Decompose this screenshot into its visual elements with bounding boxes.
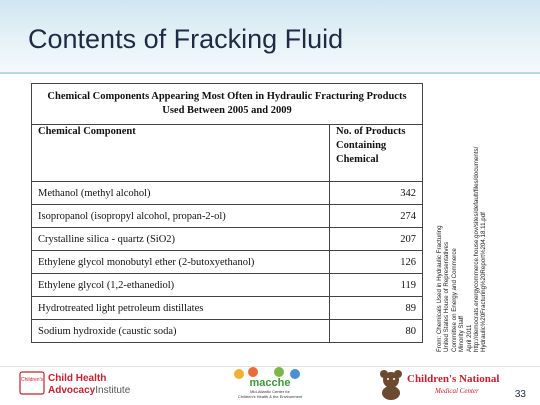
table-row (32, 297, 423, 320)
source-line: United States House of Representatives (443, 241, 451, 352)
child-face-3 (274, 367, 284, 377)
cha-advocacy: Advocacy (48, 385, 96, 396)
source-line: Minority Staff (458, 316, 466, 352)
table-row (32, 274, 423, 297)
child-face-2 (248, 367, 258, 377)
source-citation (436, 92, 488, 352)
cell-component: Hydrotreated light petroleum distillates (32, 297, 330, 320)
page-number: 33 (514, 389, 526, 400)
column-header-count: No. of Products Containing Chemical (330, 125, 423, 182)
teddy-bear-icon (380, 370, 402, 400)
slide-title: Contents of Fracking Fluid (28, 24, 344, 54)
cha-line1: Child Health (48, 373, 107, 384)
table-row (32, 320, 423, 343)
child-face-4 (290, 369, 300, 379)
table-row (32, 251, 423, 274)
child-face-1 (234, 369, 244, 379)
cell-count: 342 (330, 182, 423, 205)
cell-count: 274 (330, 205, 423, 228)
cell-component: Isopropanol (isopropyl alcohol, propan-2-ol) (32, 205, 330, 228)
macche-logo (225, 364, 315, 400)
cell-count: 207 (330, 228, 423, 251)
cha-institute: Institute (95, 385, 131, 396)
childrens-national-logo (375, 366, 505, 400)
cell-component: Crystalline silica - quartz (SiO2) (32, 228, 330, 251)
macche-subtitle-2: Children's Health & the Environment (237, 394, 303, 399)
cell-component: Ethylene glycol monobutyl ether (2-butoxyethanol) (32, 251, 330, 274)
source-line: Hydraulic%20Fracturing%20Report%204.18.11.pdf (480, 212, 488, 352)
table-caption-row (32, 84, 423, 125)
table-row (32, 228, 423, 251)
title-divider (0, 72, 540, 74)
macche-wordmark: macche (249, 377, 291, 389)
cell-count: 80 (330, 320, 423, 343)
table-row (32, 205, 423, 228)
cell-component: Sodium hydroxide (caustic soda) (32, 320, 330, 343)
column-header-component: Chemical Component (32, 125, 330, 182)
cha-badge-frame (20, 372, 44, 394)
cell-count: 126 (330, 251, 423, 274)
table-row (32, 182, 423, 205)
source-line: From: Chemicals Used in Hydraulic Fracturing (436, 225, 443, 352)
chemical-table (31, 83, 423, 343)
cnmc-name: Children's National (407, 373, 500, 385)
source-line: April 2011 (465, 324, 473, 352)
cell-count: 89 (330, 297, 423, 320)
table-caption: Chemical Components Appearing Most Often in Hydraulic Fracturing Products Used Between 2005 and 2009 (32, 84, 423, 125)
source-line: http://democrats.energycommerce.house.gov/sites/default/files/documents/ (473, 146, 481, 352)
cnmc-subtitle: Medical Center (435, 387, 479, 395)
cell-component: Ethylene glycol (1,2-ethanediol) (32, 274, 330, 297)
cha-badge-text: Children's (20, 377, 44, 383)
cell-component: Methanol (methyl alcohol) (32, 182, 330, 205)
child-health-advocacy-institute-logo (18, 368, 158, 398)
source-line: Committee on Energy and Commerce (450, 248, 458, 352)
cha-line2 (48, 385, 131, 396)
macche-subtitle-1: Mid-Atlantic Center for (250, 389, 290, 394)
cell-count: 119 (330, 274, 423, 297)
table-header-row (32, 125, 423, 182)
